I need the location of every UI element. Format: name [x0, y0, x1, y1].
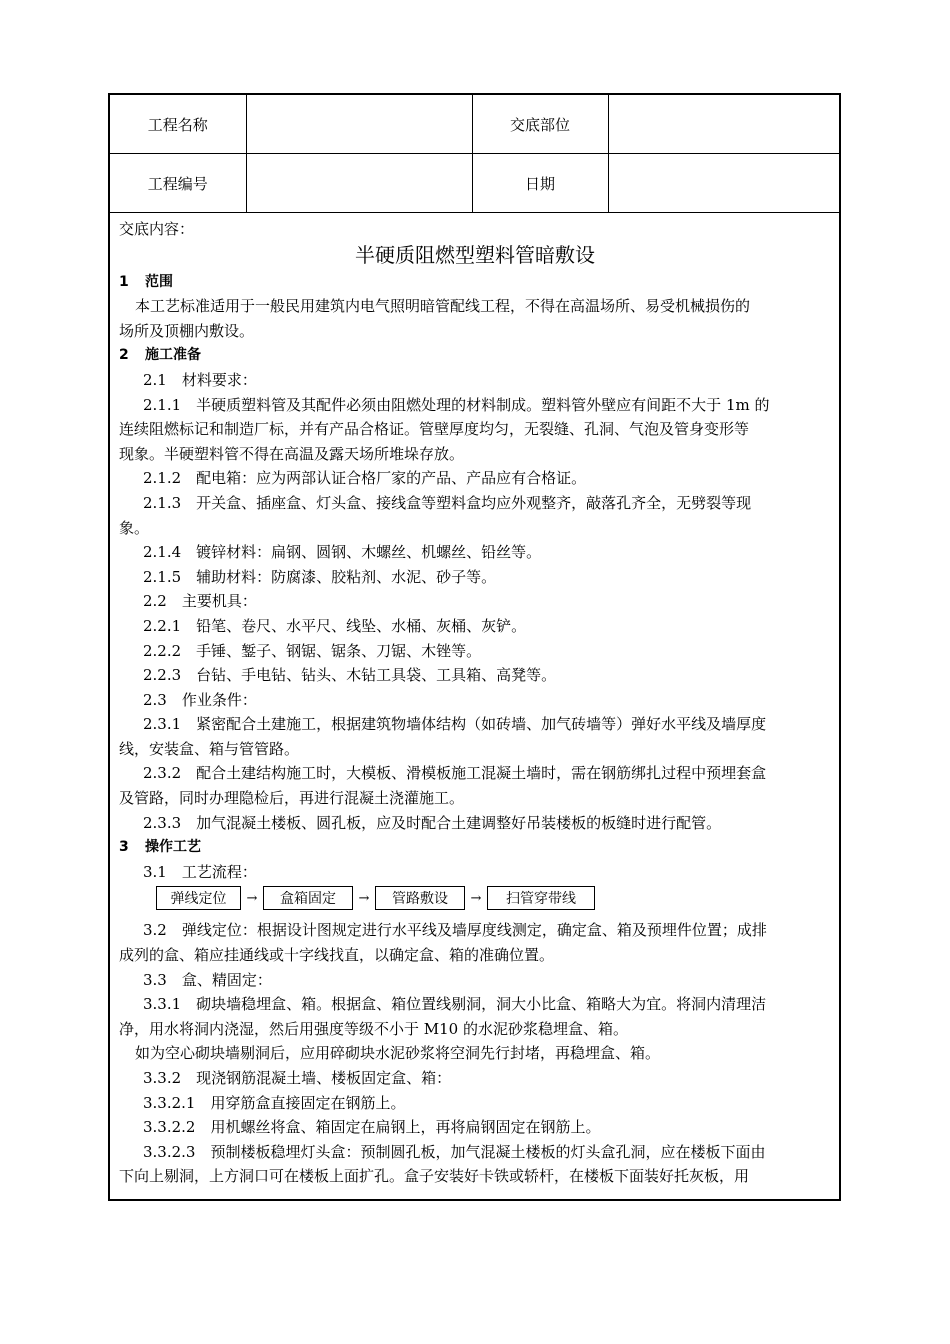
section-title: 施工准备 [145, 347, 201, 364]
paragraph-line: 2.1.3 开关盒、插座盒、灯头盒、接线盒等塑料盒均应外观整齐，敲落孔齐全，无劈裂等现 [143, 493, 752, 512]
paragraph-line: 2.1.1 半硬质塑料管及其配件必须由阻燃处理的材料制成。塑料管外壁应有间距不大于 1m 的 [143, 395, 770, 414]
paragraph-line: 2.1.5 辅助材料：防腐漆、胶粘剂、水泥、砂子等。 [143, 567, 497, 586]
paragraph-line: 2.3.2 配合土建结构施工时，大模板、滑模板施工混凝土墙时，需在钢筋绑扎过程中预埋套盒 [143, 764, 767, 783]
subsection-heading: 3.1 工艺流程： [143, 862, 257, 881]
section-heading-2 [119, 343, 831, 368]
section-title: 范围 [145, 273, 173, 290]
subsection-heading: 2.1 材料要求： [143, 370, 257, 389]
paragraph-line: 及管路，同时办理隐检后，再进行混凝土浇灌施工。 [119, 789, 465, 808]
project-no-value[interactable] [246, 154, 472, 213]
document-title: 半硬质阻燃型塑料管暗敷设 [355, 242, 595, 267]
paragraph-line: 本工艺标准适用于一般民用建筑内电气照明暗管配线工程，不得在高温场所、易受机械损伤的 [135, 297, 751, 316]
section-number: 2 [119, 347, 129, 364]
subsection-heading: 3.3 盒、精固定： [143, 970, 272, 989]
content-body [110, 215, 839, 1199]
paragraph-line: 下向上剔洞，上方洞口可在楼板上面扩孔。盒子安装好卡铁或轿杆，在楼板下面装好托灰板，用 [119, 1167, 750, 1186]
paragraph-line: 成列的盒、箱应挂通线或十字线找直，以确定盒、箱的准确位置。 [119, 946, 555, 965]
paragraph-line: 净，用水将洞内浇湿，然后用强度等级不小于 M10 的水泥砂浆稳埋盒、箱。 [119, 1019, 628, 1038]
paragraph-line: 象。 [119, 518, 150, 537]
paragraph-line: 2.1.4 镀锌材料：扁钢、圆钢、木螺丝、机螺丝、铅丝等。 [143, 543, 542, 562]
paragraph-line: 2.3.1 紧密配合土建施工，根据建筑物墙体结构（如砖墙、加气砖墙等）弹好水平线及墙厚度 [143, 715, 767, 734]
paragraph-line: 如为空心砌块墙剔洞后，应用碎砌块水泥砂浆将空洞先行封堵，再稳埋盒、箱。 [135, 1044, 661, 1063]
paragraph-line: 3.3.2.1 用穿筋盒直接固定在钢筋上。 [143, 1093, 406, 1112]
date-value[interactable] [608, 154, 839, 213]
section-heading-3 [119, 835, 831, 860]
paragraph-line: 3.3.2 现浇钢筋混凝土墙、楼板固定盒、箱： [143, 1069, 452, 1087]
paragraph-line: 场所及顶棚内敷设。 [119, 321, 255, 340]
flow-step-2: 盒箱固定 [263, 886, 353, 910]
arrow-right-icon: → [470, 890, 482, 906]
paragraph-line: 3.3.2.2 用机螺丝将盒、箱固定在扁钢上，再将扁钢固定在钢筋上。 [143, 1118, 601, 1137]
content-label: 交底内容： [119, 220, 195, 238]
paragraph-line: 2.3.3 加气混凝土楼板、圆孔板，应及时配合土建调整好吊装楼板的板缝时进行配管。 [143, 813, 722, 832]
subsection-heading: 2.3 作业条件： [143, 690, 257, 709]
disclosure-form [108, 93, 841, 1201]
header-table [110, 95, 839, 213]
paragraph-line: 2.1.2 配电箱：应为两部认证合格厂家的产品、产品应有合格证。 [143, 469, 587, 488]
flow-step-3: 管路敷设 [375, 886, 465, 910]
paragraph-line: 3.2 弹线定位：根据设计图规定进行水平线及墙厚度线测定，确定盒、箱及预埋件位置；成排 [143, 921, 767, 940]
paragraph-line: 现象。半硬塑料管不得在高温及露天场所堆垛存放。 [119, 444, 465, 463]
project-name-value[interactable] [246, 95, 472, 154]
paragraph-line: 2.2.3 台钻、手电钻、钻头、木钻工具袋、工具箱、高凳等。 [143, 666, 557, 685]
paragraph-line: 线，安装盒、箱与管管路。 [119, 739, 300, 758]
project-name-label: 工程名称 [110, 95, 246, 154]
project-no-label: 工程编号 [110, 154, 246, 213]
subsection-heading: 2.2 主要机具： [143, 592, 257, 611]
arrow-right-icon: → [358, 890, 370, 906]
section-heading-1 [119, 270, 831, 295]
location-value[interactable] [608, 95, 839, 154]
paragraph-line: 连续阻燃标记和制造厂标，并有产品合格证。管壁厚度均匀，无裂缝、孔洞、气泡及管身变形等 [119, 420, 750, 439]
paragraph-line: 3.3.1 砌块墙稳埋盒、箱。根据盒、箱位置线剔洞，洞大小比盒、箱略大为宜。将洞内清理洁 [143, 995, 767, 1014]
paragraph-line: 2.2.1 铅笔、卷尺、水平尺、线坠、水桶、灰桶、灰铲。 [143, 616, 527, 635]
section-title: 操作工艺 [145, 839, 201, 856]
paragraph-line: 3.3.2.3 预制楼板稳埋灯头盒：预制圆孔板，加气混凝土楼板的灯头盒孔洞，应在楼板下面由 [143, 1142, 766, 1161]
section-number: 1 [119, 273, 129, 290]
process-flow [156, 886, 831, 910]
arrow-right-icon: → [246, 890, 258, 906]
location-label: 交底部位 [472, 95, 608, 154]
flow-step-1: 弹线定位 [156, 886, 241, 910]
date-label: 日期 [472, 154, 608, 213]
flow-step-4: 扫管穿带线 [487, 886, 595, 910]
paragraph-line: 2.2.2 手锤、錾子、钢锯、锯条、刀锯、木锉等。 [143, 641, 482, 660]
section-number: 3 [119, 839, 129, 856]
